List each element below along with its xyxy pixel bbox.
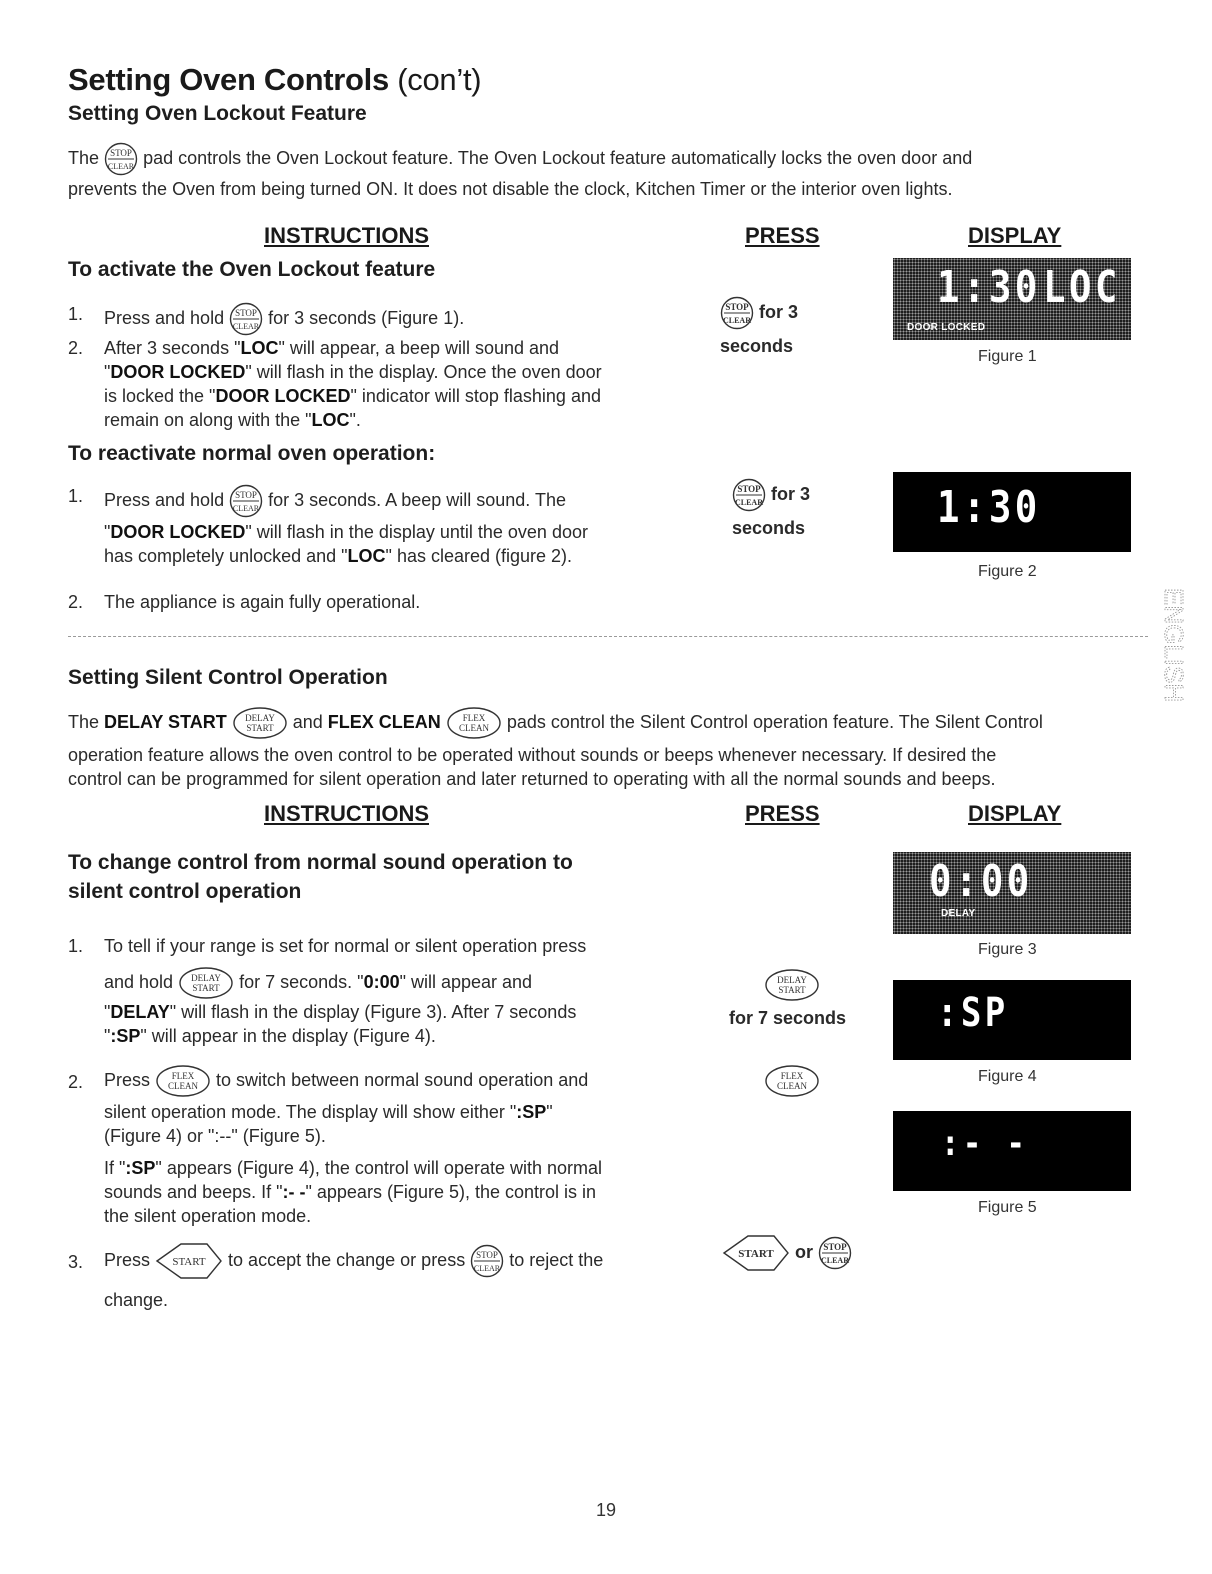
silent-intro-line3: control can be programmed for silent operation and later returned to operating with all the normal sounds and beeps. [68, 769, 996, 789]
lockout-intro: The pad controls the Oven Lockout feature. The Oven Lockout feature automatically locks the oven door and [68, 142, 1148, 176]
col-instructions-2: INSTRUCTIONS [264, 801, 429, 826]
page-number: 19 [595, 1500, 617, 1520]
reactivate-step1: Press and hold for 3 seconds. A beep will sound. The "DOOR LOCKED" will flash in the display until the oven door has completely unlocked and "LOC" has cleared (figure 2). [104, 484, 684, 568]
press-start-or-stop: or [722, 1234, 852, 1272]
figure4-text: :SP [937, 990, 1009, 1036]
delay-indicator: DELAY [941, 908, 976, 919]
reactivate-heading: To reactivate normal oven operation: [68, 442, 436, 465]
silent-step3: Press to accept the change or press to reject the change. [104, 1242, 704, 1312]
section-heading-silent: Setting Silent Control Operation [68, 666, 388, 689]
figure3-time: 0:00 [929, 856, 1033, 907]
section-divider [68, 636, 1148, 637]
delay-start-pad-icon [178, 966, 234, 1000]
door-locked-indicator: DOOR LOCKED [907, 322, 986, 333]
col-display-1: DISPLAY [968, 223, 1062, 248]
silent-step1-num: 1. [68, 936, 84, 956]
col-press-2: PRESS [745, 801, 820, 826]
reactivate-step1-num: 1. [68, 486, 84, 506]
stop-clear-pad-icon [818, 1236, 852, 1270]
press-for-7-seconds: for 7 seconds [729, 1008, 847, 1028]
figure5-display [893, 1111, 1131, 1191]
flex-clean-pad-icon [764, 1064, 820, 1098]
activate-step1-num: 1. [68, 304, 84, 324]
silent-intro: The DELAY START and FLEX CLEAN pads control the Silent Control operation feature. The Silent Control [68, 706, 1148, 740]
figure2-display [893, 472, 1131, 552]
figure4-caption: Figure 4 [978, 1068, 1037, 1085]
col-instructions-1: INSTRUCTIONS [264, 223, 429, 248]
figure4-display [893, 980, 1131, 1060]
figure5-caption: Figure 5 [978, 1199, 1037, 1216]
stop-clear-pad-icon [720, 296, 754, 330]
svg-text:ENGLISH: ENGLISH [1159, 588, 1189, 703]
figure2-time: 1:30 [937, 482, 1041, 533]
stop-clear-pad-icon [104, 142, 138, 176]
silent-step1: To tell if your range is set for normal or silent operation press and hold for 7 seconds. "0:00" will appear and "DELAY" will flash in the display (Figure 3). After 7 seconds ":SP" will appear in the display (Figure 4). [104, 936, 587, 1046]
stop-clear-pad-icon [229, 302, 263, 336]
col-display-2: DISPLAY [968, 801, 1062, 826]
activate-step1: Press and hold for 3 seconds (Figure 1). [104, 302, 464, 336]
start-pad-icon [722, 1234, 790, 1272]
stop-clear-pad-icon [732, 478, 766, 512]
activate-step2: After 3 seconds "LOC" will appear, a beep will sound and "DOOR LOCKED" will flash in the display. Once the oven door is locked the "DOOR LOCKED" indicator will stop flashing and remain on along with the "LOC". [104, 338, 602, 430]
figure1-caption: Figure 1 [978, 348, 1037, 365]
reactivate-step2: The appliance is again fully operational. [104, 592, 421, 612]
figure1-display [893, 258, 1131, 340]
activate-heading: To activate the Oven Lockout feature [68, 258, 436, 281]
start-pad-icon [155, 1242, 223, 1280]
silent-step3-num: 3. [68, 1252, 84, 1272]
figure5-text: :- - [941, 1123, 1029, 1164]
silent-intro-line2: operation feature allows the oven control to be operated without sounds or beeps whenever necessary. If desired the [68, 745, 997, 765]
silent-step2-num: 2. [68, 1072, 84, 1092]
activate-press: for 3 seconds [720, 296, 798, 362]
col-press-1: PRESS [745, 223, 820, 248]
figure2-caption: Figure 2 [978, 563, 1037, 580]
stop-clear-pad-icon [470, 1244, 504, 1278]
flex-clean-pad-icon [446, 706, 502, 740]
stop-clear-pad-icon [229, 484, 263, 518]
section-heading-lockout: Setting Oven Lockout Feature [68, 102, 367, 125]
reactivate-step2-num: 2. [68, 592, 84, 612]
figure3-display [893, 852, 1131, 934]
figure3-caption: Figure 3 [978, 941, 1037, 958]
activate-step2-num: 2. [68, 338, 84, 358]
silent-change-heading: To change control from normal sound operation to silent control operation [68, 851, 573, 903]
silent-step2: Press to switch between normal sound operation and silent operation mode. The display will show either ":SP" (Figure 4) or ":--" (Figure 5). If ":SP" appears (Figure 4), the control will operate with normal sounds and beeps. If ":- -" appears (Figure 5), the control is in the silent operation mode. [104, 1064, 684, 1228]
reactivate-press: for 3 seconds [732, 478, 810, 544]
delay-start-pad-icon [764, 968, 820, 1002]
page-title: Setting Oven Controls (con’t) [68, 62, 482, 97]
flex-clean-pad-icon [155, 1064, 211, 1098]
delay-start-pad-icon [232, 706, 288, 740]
figure1-loc: LOC [1043, 262, 1121, 313]
figure1-time: 1:30 [937, 262, 1041, 313]
english-sidebar-label [1148, 588, 1189, 738]
lockout-intro-line2: prevents the Oven from being turned ON. It does not disable the clock, Kitchen Timer or the interior oven lights. [68, 179, 953, 199]
